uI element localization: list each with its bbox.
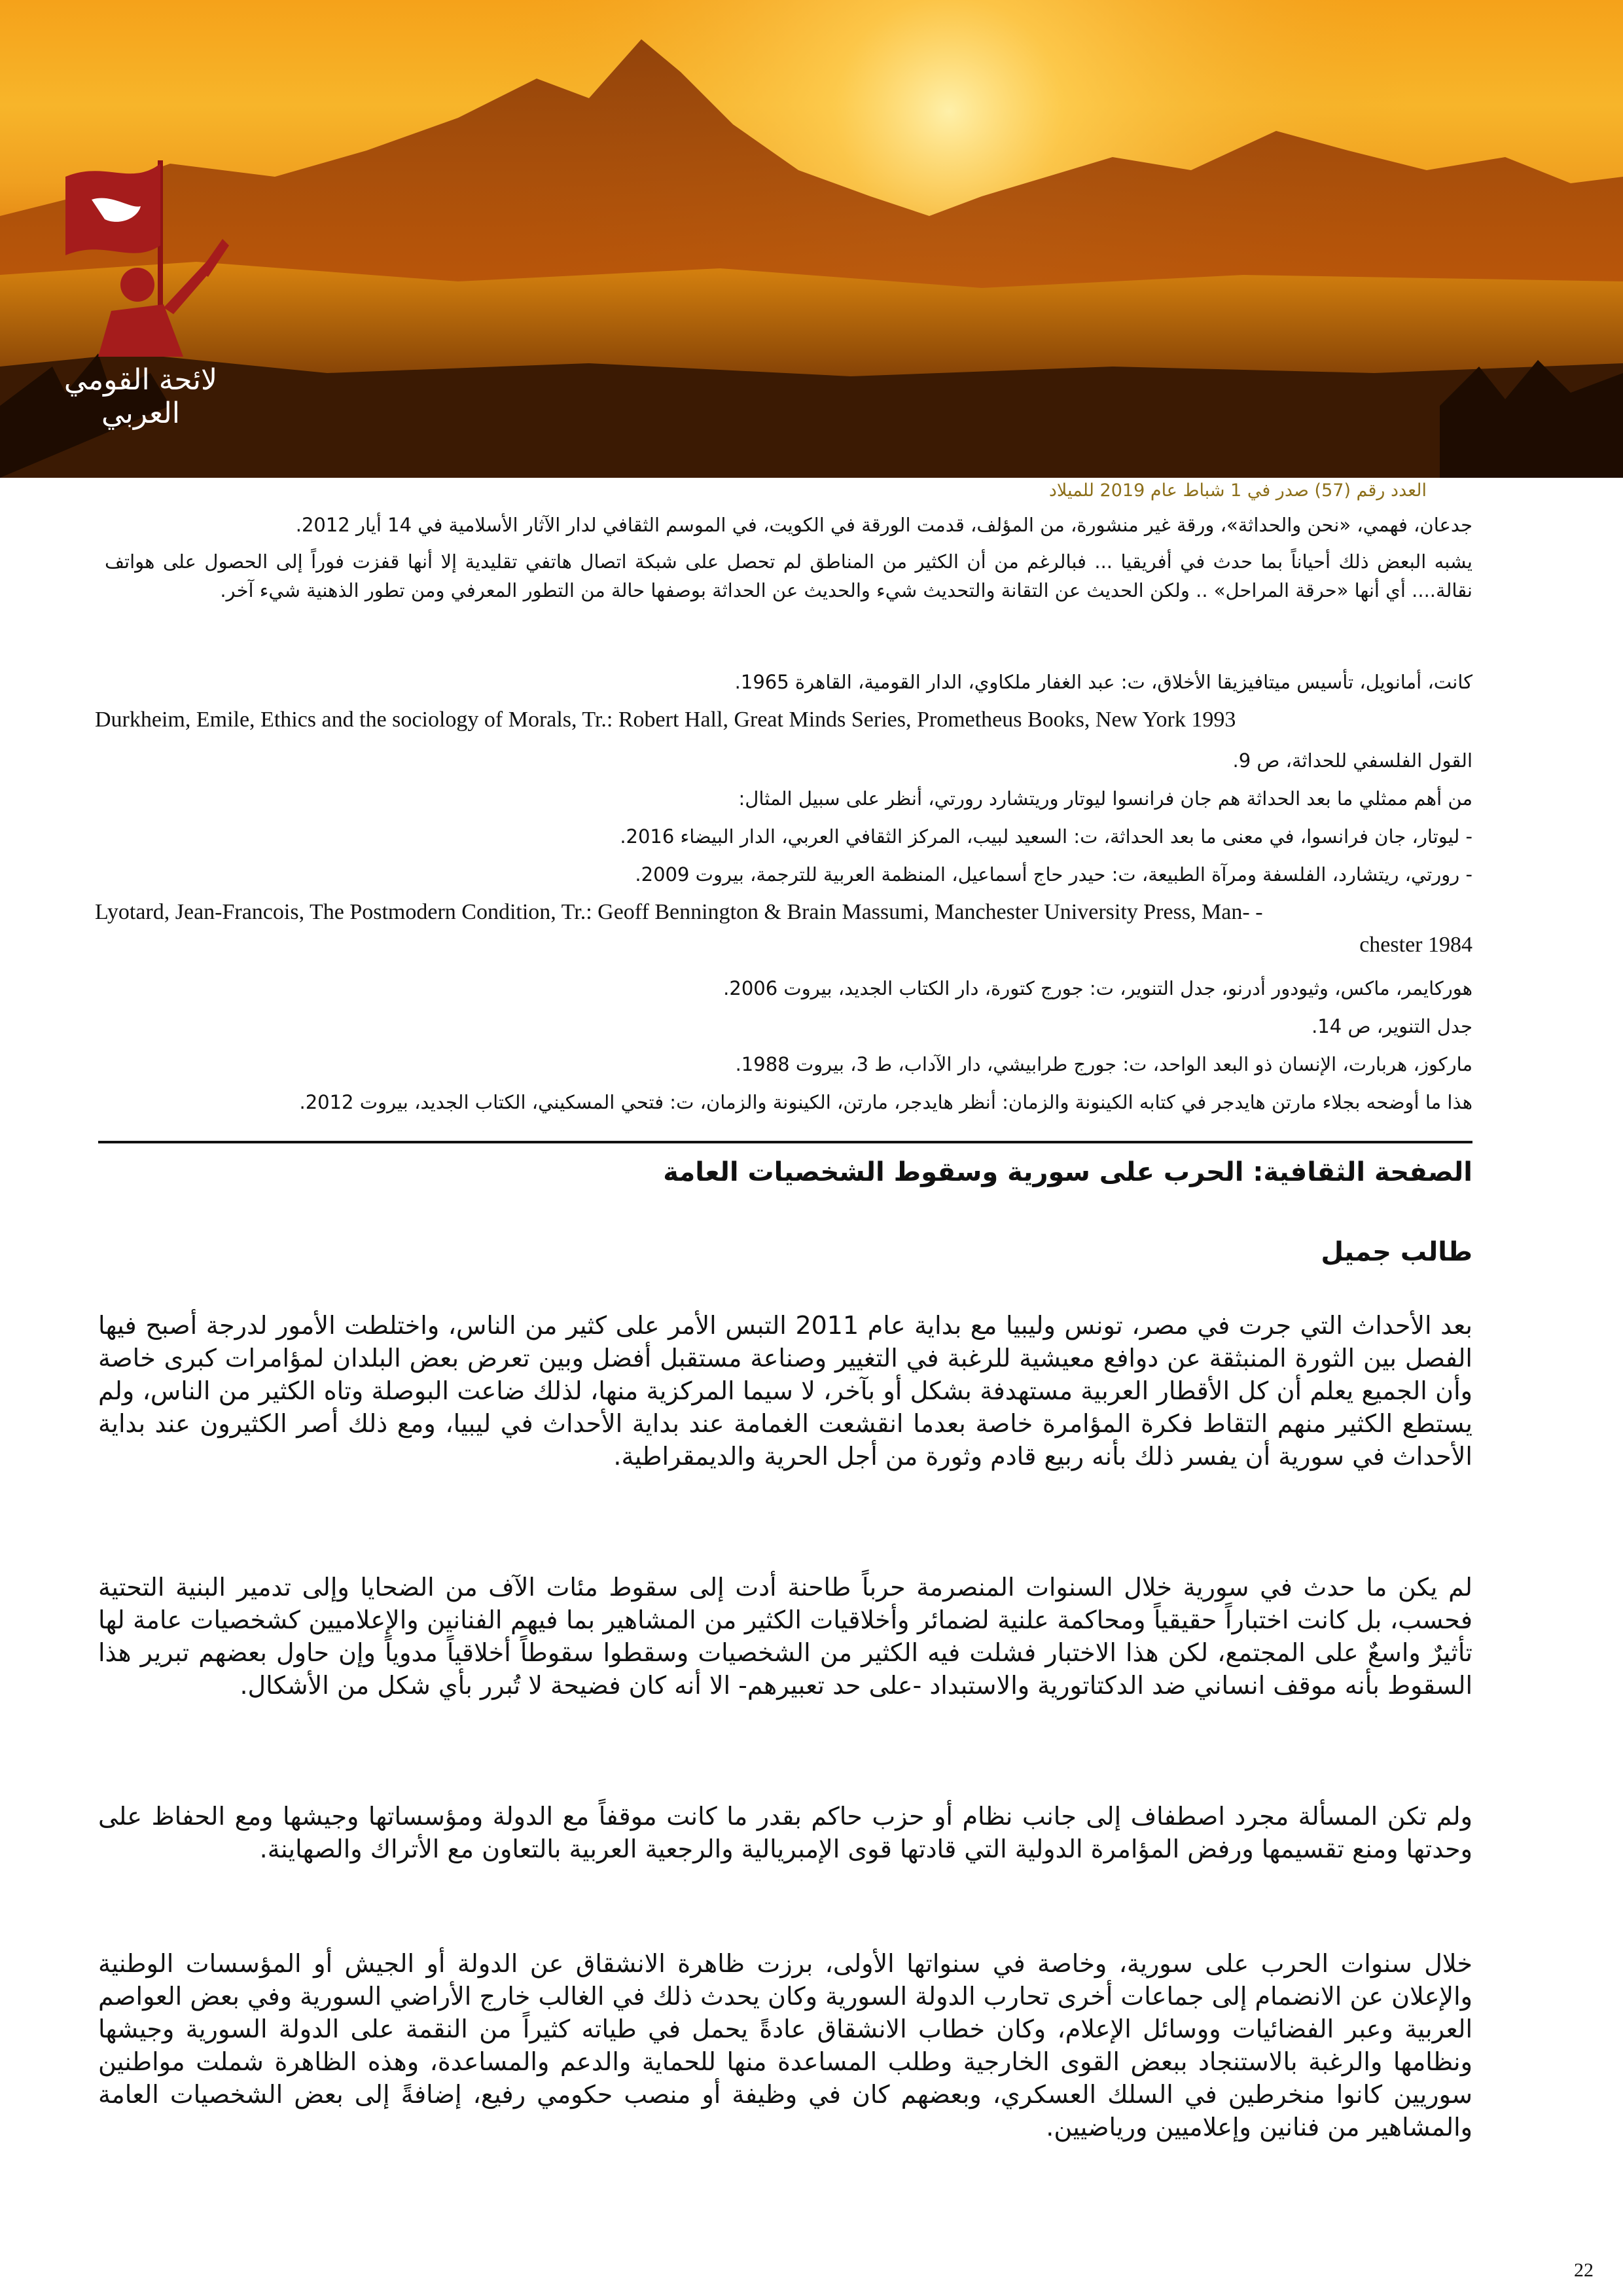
footnote: جدعان، فهمي، «نحن والحداثة»، ورقة غير منشورة، من المؤلف، قدمت الورقة في الكويت، في الموسم الثقافي لدار الآثار الأسلامية في 14 أيار 2012. (295, 514, 1472, 536)
footnote: - رورتي، ريتشارد، الفلسفة ومرآة الطبيعة، ت: حيدر حاج أسماعيل، المنظمة العربية للترجمة، بيروت 2009. (635, 863, 1472, 886)
footnote: هوركايمر، ماكس، وثيودور أدرنو، جدل التنوير، ت: جورج كتورة، دار الكتاب الجديد، بيروت 2006. (723, 977, 1472, 999)
footnote: هذا ما أوضحه بجلاء مارتن هايدجر في كتابه الكينونة والزمان: أنظر هايدجر، مارتن، الكينونة والزمان، ت: فتحي المسكيني، الكتاب الجديد، بيروت 2012. (299, 1091, 1472, 1113)
logo-title: لائحة القومي العربي (63, 363, 218, 430)
footnote: كانت، أمانويل، تأسيس ميتافيزيقا الأخلاق، ت: عبد الغفار ملكاوي، الدار القومية، القاهرة 1965. (734, 671, 1472, 693)
section-divider (98, 1141, 1472, 1143)
issue-line: العدد رقم (57) صدر في 1 شباط عام 2019 للميلاد (1048, 480, 1427, 501)
article-paragraph: ولم تكن المسألة مجرد اصطفاف إلى جانب نظام أو حزب حاكم بقدر ما كانت موقفاً مع الدولة ومؤسساتها وجيشها ومع الحفاظ على وحدتها ومنع تقسيمها ورفض المؤامرة الدولية التي قادتها قوى الإمبريالية والرجعية العربية بالتعاون مع الأتراك والصهاينة. (98, 1802, 1472, 1863)
header-banner (0, 0, 1623, 478)
article-paragraph: بعد الأحداث التي جرت في مصر، تونس وليبيا مع بداية عام 2011 التبس الأمر على كثير من الناس، واختلطت الأمور لدرجة أصبح فيها الفصل بين الثورة المنبثقة عن دوافع معيشية للرغبة في التغيير وصناعة مستقبل أفضل وبين تعرض بعض البلدان لمؤامرات كبرى خاصة وأن الجميع يعلم أن كل الأقطار العربية مستهدفة بشكل أو بآخر، لا سيما المركزية منها، لذلك ضاعت البوصلة وتاه الكثير من الناس، ولم يستطع الكثير منهم التقاط فكرة المؤامرة خاصة بعدما انقشعت الغمامة عند بداية الأحداث في ليبيا، ومع ذلك أصر الكثيرون عند بداية الأحداث في سورية أن يفسر ذلك بأنه ربيع قادم وثورة من أجل الحرية والديمقراطية. (98, 1311, 1472, 1471)
footnote: - ليوتار، جان فرانسوا، في معنى ما بعد الحداثة، ت: السعيد لبيب، المركز الثقافي العربي، الدار البيضاء 2016. (620, 825, 1472, 848)
article-title: الصفحة الثقافية: الحرب على سورية وسقوط الشخصيات العامة (663, 1157, 1472, 1187)
article-paragraph: خلال سنوات الحرب على سورية، وخاصة في سنواتها الأولى، برزت ظاهرة الانشقاق عن الدولة أو الجيش أو المؤسسات الوطنية والإعلان عن الانضمام إلى جماعات أخرى تحارب الدولة السورية وكان يحدث ذلك في الغالب خارج الأراضي السورية وفي بعض العواصم العربية وعبر الفضائيات ووسائل الإعلام، وكان خطاب الانشقاق عادةً يحمل في طياته كثيراً من النقمة على الدولة السورية وجيشها ونظامها والرغبة بالاستنجاد ببعض القوى الخارجية وطلب المساعدة منها للحماية والدعم والمساعدة، وهذه الظاهرة شملت مواطنين سوريين كانوا منخرطين في السلك العسكري، وبعضهم كان في وظيفة أو منصب حكومي رفيع، إضافةً إلى بعض الشخصيات العامة والمشاهير من فنانين وإعلاميين ورياضيين. (98, 1949, 1472, 2142)
footnote: جدل التنوير، ص 14. (1311, 1015, 1472, 1037)
footnote-english: Lyotard, Jean-Francois, The Postmodern Condition, Tr.: Geoff Bennington & Brain Massumi, Manchester University Press, Man- - (95, 900, 1263, 924)
footnote: القول الفلسفي للحداثة، ص 9. (1232, 749, 1472, 772)
footnote-english-continued: chester 1984 (1359, 933, 1472, 957)
article-paragraph: لم يكن ما حدث في سورية خلال السنوات المنصرمة حرباً طاحنة أدت إلى سقوط مئات الآف من الضحايا وإلى تدمير البنية التحتية فحسب، بل كانت اختباراً حقيقياً ومحاكمة علنية لضمائر وأخلاقيات الكثير من المشاهير بما فيهم الفنانين والإعلاميين كشخصيات عامة لها تأثيرٌ واسعٌ على المجتمع، لكن هذا الاختبار فشلت فيه الكثير من الشخصيات وسقطوا سقوطاً أخلاقياً مدوياً وإن حاول بعضهم تبرير هذا السقوط بأنه موقف انساني ضد الدكتاتورية والاستبداد -على حد تعبيرهم- الا أنه كان فضيحة لا تُبرر بأي شكل من الأشكال. (98, 1573, 1472, 1700)
logo-emblem-icon (26, 147, 249, 363)
article-author: طالب جميل (1321, 1237, 1472, 1267)
footnote: من أهم ممثلي ما بعد الحداثة هم جان فرانسوا ليوتار وريتشارد رورتي، أنظر على سبيل المثال: (738, 787, 1472, 810)
footnote-english: Durkheim, Emile, Ethics and the sociology of Morals, Tr.: Robert Hall, Great Minds Series, Prometheus Books, New York 1993 (95, 708, 1236, 732)
footnote: ماركوز، هربارت، الإنسان ذو البعد الواحد، ت: جورج طرابيشي، دار الآداب، ط 3، بيروت 1988. (735, 1053, 1472, 1075)
page-number: 22 (1574, 2259, 1594, 2281)
footnote: يشبه البعض ذلك أحياناً بما حدث في أفريقيا ... فبالرغم من أن الكثير من المناطق لم تحصل على شبكة اتصال هاتفي تقليدية إلا أنها قفزت فوراً إلى الحصول على هواتف نقالة.... أي أنها «حرقة المراحل» .. ولكن الحديث عن التقانة والتحديث شيء والحديث عن الحداثة بوصفها حالة من التطور المعرفي ومن تطور الذهنية شيء آخر. (105, 550, 1472, 601)
